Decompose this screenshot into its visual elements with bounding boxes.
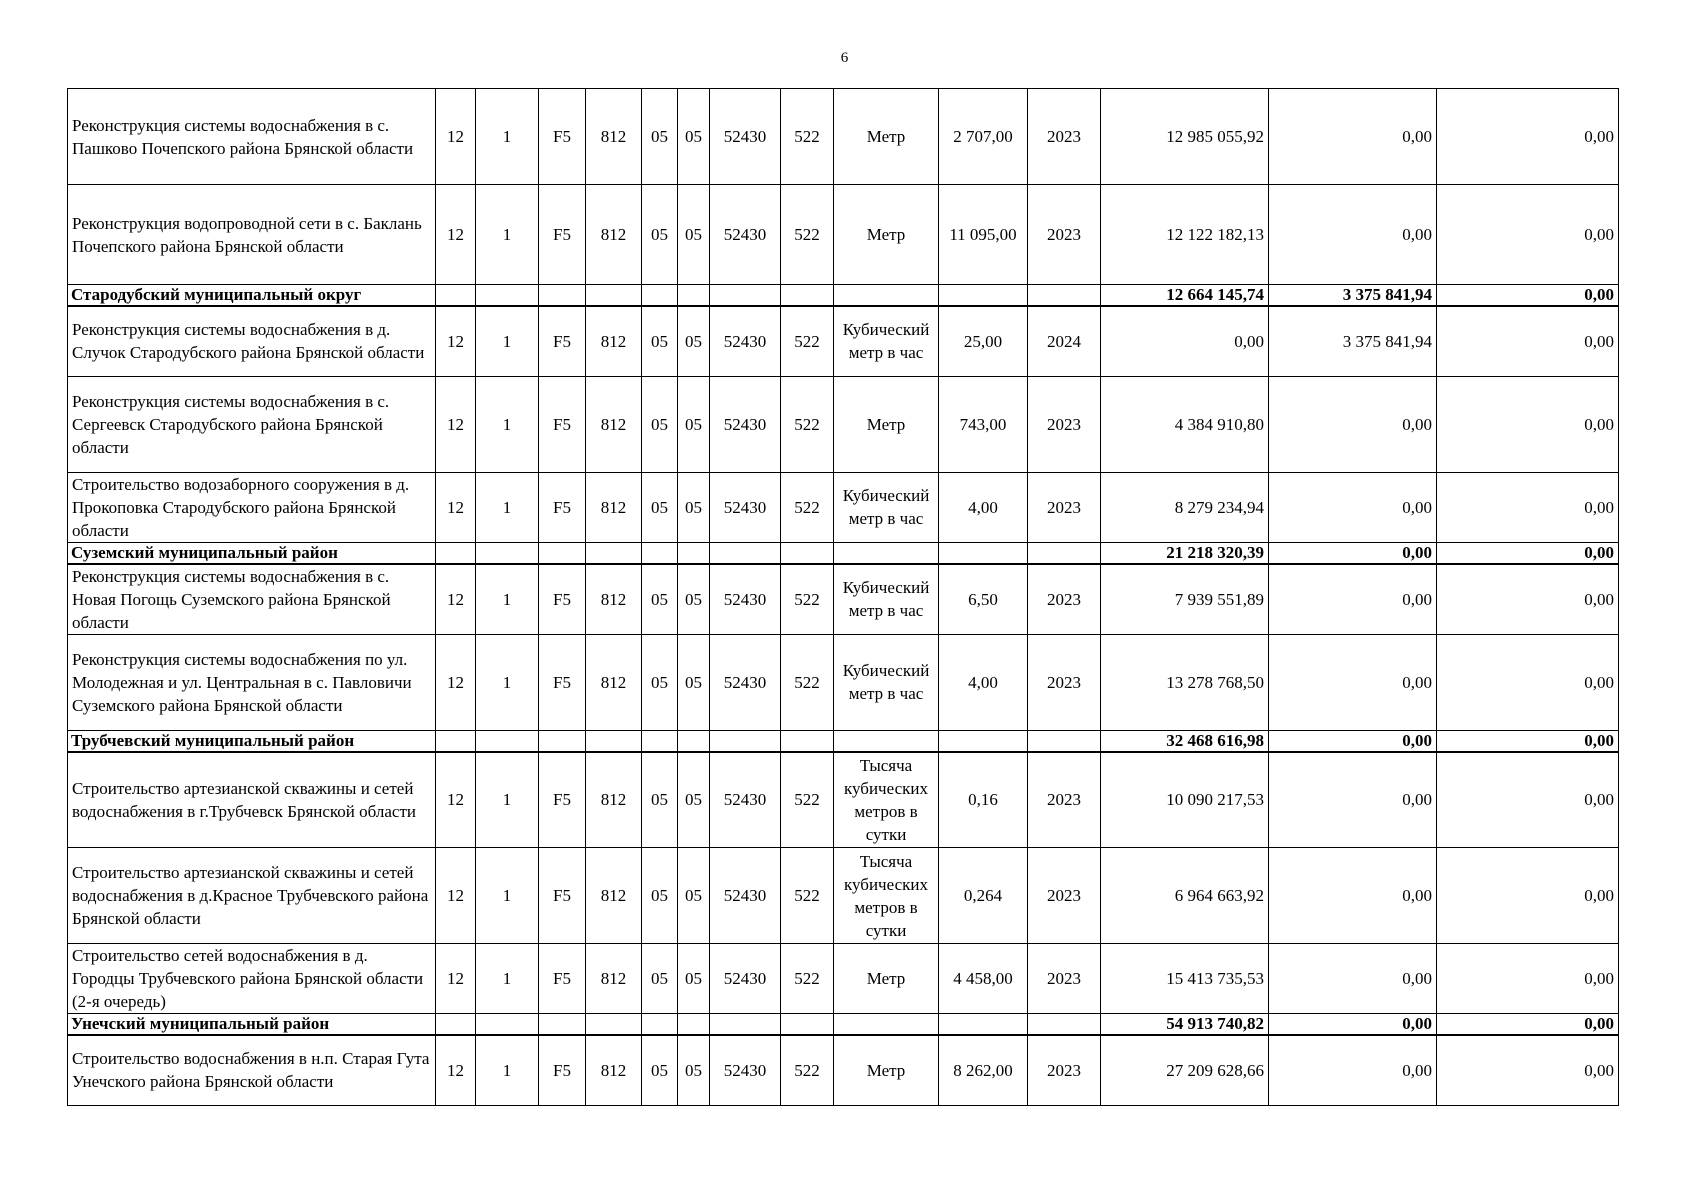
code-cell: 522 [781, 634, 834, 730]
project-name-cell: Реконструкция системы водоснабжения в с. Сергеевск Стародубского района Брянской области [68, 376, 436, 472]
project-name-cell: Строительство водоснабжения в н.п. Старая Гута Унечского района Брянской области [68, 1035, 436, 1105]
code-cell [642, 285, 678, 307]
amount-cell: 12 985 055,92 [1101, 89, 1269, 185]
amount-cell: 0,00 [1269, 89, 1437, 185]
table-row [68, 89, 1619, 185]
unit-cell: Метр [834, 185, 939, 285]
code-cell: 05 [678, 185, 710, 285]
code-cell: 522 [781, 1035, 834, 1105]
capacity-cell: 4 458,00 [939, 944, 1028, 1014]
amount-cell: 12 664 145,74 [1101, 285, 1269, 307]
amount-cell: 7 939 551,89 [1101, 564, 1269, 635]
unit-cell: Кубический метр в час [834, 634, 939, 730]
amount-cell: 0,00 [1269, 752, 1437, 848]
code-cell [476, 285, 539, 307]
code-cell [476, 542, 539, 564]
code-cell: 05 [678, 752, 710, 848]
code-cell: F5 [539, 306, 586, 376]
amount-cell: 0,00 [1269, 634, 1437, 730]
code-cell [436, 1014, 476, 1036]
code-cell: 812 [586, 185, 642, 285]
code-cell: 52430 [710, 848, 781, 944]
table-row [68, 376, 1619, 472]
code-cell [781, 285, 834, 307]
code-cell: F5 [539, 752, 586, 848]
code-cell [781, 542, 834, 564]
amount-cell: 3 375 841,94 [1269, 306, 1437, 376]
amount-cell: 0,00 [1437, 542, 1619, 564]
table-row [68, 634, 1619, 730]
project-name-cell: Строительство сетей водоснабжения в д. Городцы Трубчевского района Брянской области (2-я очередь) [68, 944, 436, 1014]
unit-cell: Тысяча кубических метров в сутки [834, 848, 939, 944]
code-cell: 1 [476, 306, 539, 376]
amount-cell: 0,00 [1437, 89, 1619, 185]
year-cell: 2023 [1028, 848, 1101, 944]
amount-cell: 0,00 [1269, 185, 1437, 285]
amount-cell: 13 278 768,50 [1101, 634, 1269, 730]
capacity-cell [939, 285, 1028, 307]
code-cell: 05 [678, 634, 710, 730]
group-name-cell: Стародубский муниципальный округ [68, 285, 436, 307]
amount-cell: 27 209 628,66 [1101, 1035, 1269, 1105]
code-cell: 12 [436, 564, 476, 635]
code-cell [586, 1014, 642, 1036]
amount-cell: 0,00 [1437, 285, 1619, 307]
code-cell: F5 [539, 1035, 586, 1105]
code-cell [678, 730, 710, 752]
code-cell: 05 [678, 1035, 710, 1105]
group-total-row [68, 285, 1619, 307]
amount-cell: 10 090 217,53 [1101, 752, 1269, 848]
unit-cell [834, 730, 939, 752]
year-cell: 2023 [1028, 634, 1101, 730]
code-cell [586, 730, 642, 752]
code-cell: 12 [436, 185, 476, 285]
project-name-cell: Строительство артезианской скважины и сетей водоснабжения в д.Красное Трубчевского района Брянской области [68, 848, 436, 944]
code-cell: 1 [476, 1035, 539, 1105]
code-cell: 12 [436, 306, 476, 376]
code-cell: 12 [436, 944, 476, 1014]
unit-cell: Метр [834, 376, 939, 472]
code-cell: 1 [476, 89, 539, 185]
code-cell: 05 [642, 564, 678, 635]
capacity-cell: 11 095,00 [939, 185, 1028, 285]
code-cell: 05 [678, 944, 710, 1014]
code-cell [539, 730, 586, 752]
year-cell: 2023 [1028, 472, 1101, 542]
capacity-cell: 6,50 [939, 564, 1028, 635]
amount-cell: 0,00 [1269, 564, 1437, 635]
code-cell: 12 [436, 634, 476, 730]
code-cell: 05 [678, 89, 710, 185]
code-cell [436, 285, 476, 307]
code-cell [539, 542, 586, 564]
amount-cell: 0,00 [1269, 542, 1437, 564]
capacity-cell [939, 730, 1028, 752]
amount-cell: 0,00 [1437, 944, 1619, 1014]
amount-cell: 0,00 [1437, 730, 1619, 752]
code-cell: 52430 [710, 472, 781, 542]
code-cell [678, 285, 710, 307]
code-cell: 05 [642, 634, 678, 730]
amount-cell: 0,00 [1437, 185, 1619, 285]
year-cell: 2023 [1028, 376, 1101, 472]
code-cell: 52430 [710, 634, 781, 730]
amount-cell: 0,00 [1437, 472, 1619, 542]
code-cell [476, 730, 539, 752]
code-cell: 05 [678, 306, 710, 376]
code-cell: F5 [539, 848, 586, 944]
project-name-cell: Реконструкция водопроводной сети в с. Баклань Почепского района Брянской области [68, 185, 436, 285]
amount-cell: 0,00 [1437, 752, 1619, 848]
code-cell: 12 [436, 472, 476, 542]
code-cell: 522 [781, 944, 834, 1014]
table-row [68, 185, 1619, 285]
amount-cell: 0,00 [1269, 472, 1437, 542]
code-cell: 05 [642, 376, 678, 472]
year-cell: 2023 [1028, 752, 1101, 848]
amount-cell: 0,00 [1269, 1035, 1437, 1105]
code-cell: F5 [539, 376, 586, 472]
code-cell: 812 [586, 752, 642, 848]
code-cell [586, 542, 642, 564]
amount-cell: 0,00 [1437, 376, 1619, 472]
amount-cell: 4 384 910,80 [1101, 376, 1269, 472]
code-cell [642, 730, 678, 752]
code-cell: 1 [476, 185, 539, 285]
code-cell: 522 [781, 185, 834, 285]
amount-cell: 0,00 [1269, 1014, 1437, 1036]
code-cell [476, 1014, 539, 1036]
code-cell: 1 [476, 472, 539, 542]
group-name-cell: Унечский муниципальный район [68, 1014, 436, 1036]
year-cell: 2023 [1028, 944, 1101, 1014]
code-cell: 12 [436, 89, 476, 185]
unit-cell [834, 285, 939, 307]
code-cell [436, 730, 476, 752]
unit-cell: Тысяча кубических метров в сутки [834, 752, 939, 848]
amount-cell: 0,00 [1437, 1035, 1619, 1105]
code-cell: 05 [642, 848, 678, 944]
year-cell: 2023 [1028, 185, 1101, 285]
table-row [68, 752, 1619, 848]
project-name-cell: Реконструкция системы водоснабжения в д. Случок Стародубского района Брянской области [68, 306, 436, 376]
code-cell [586, 285, 642, 307]
amount-cell: 0,00 [1437, 848, 1619, 944]
code-cell: F5 [539, 634, 586, 730]
unit-cell: Кубический метр в час [834, 472, 939, 542]
amount-cell: 54 913 740,82 [1101, 1014, 1269, 1036]
code-cell: 522 [781, 306, 834, 376]
year-cell [1028, 285, 1101, 307]
capacity-cell [939, 542, 1028, 564]
code-cell: 1 [476, 564, 539, 635]
year-cell: 2023 [1028, 1035, 1101, 1105]
code-cell [710, 285, 781, 307]
amount-cell: 6 964 663,92 [1101, 848, 1269, 944]
amount-cell: 15 413 735,53 [1101, 944, 1269, 1014]
code-cell: 52430 [710, 752, 781, 848]
code-cell: 522 [781, 472, 834, 542]
unit-cell: Кубический метр в час [834, 564, 939, 635]
code-cell: 05 [642, 752, 678, 848]
capacity-cell: 0,16 [939, 752, 1028, 848]
table-body [68, 89, 1619, 1106]
code-cell: 52430 [710, 944, 781, 1014]
year-cell: 2023 [1028, 89, 1101, 185]
code-cell [539, 1014, 586, 1036]
table-row [68, 848, 1619, 944]
unit-cell: Метр [834, 89, 939, 185]
code-cell: 812 [586, 634, 642, 730]
code-cell: 05 [642, 472, 678, 542]
capacity-cell: 743,00 [939, 376, 1028, 472]
amount-cell: 0,00 [1437, 306, 1619, 376]
project-name-cell: Реконструкция системы водоснабжения по ул. Молодежная и ул. Центральная в с. Павловичи Суземского района Брянской области [68, 634, 436, 730]
code-cell: F5 [539, 472, 586, 542]
code-cell: 12 [436, 848, 476, 944]
code-cell: 812 [586, 564, 642, 635]
code-cell: 05 [678, 376, 710, 472]
project-name-cell: Реконструкция системы водоснабжения в с. Пашково Почепского района Брянской области [68, 89, 436, 185]
budget-table [67, 88, 1619, 1106]
code-cell: 12 [436, 1035, 476, 1105]
code-cell: 522 [781, 376, 834, 472]
code-cell: F5 [539, 564, 586, 635]
code-cell: 52430 [710, 1035, 781, 1105]
year-cell: 2024 [1028, 306, 1101, 376]
code-cell: 1 [476, 634, 539, 730]
code-cell [781, 1014, 834, 1036]
code-cell: 812 [586, 89, 642, 185]
table-row [68, 1035, 1619, 1105]
table-row [68, 472, 1619, 542]
code-cell: 52430 [710, 185, 781, 285]
group-name-cell: Трубчевский муниципальный район [68, 730, 436, 752]
code-cell [710, 542, 781, 564]
code-cell: 812 [586, 1035, 642, 1105]
code-cell: 05 [678, 472, 710, 542]
code-cell [436, 542, 476, 564]
amount-cell: 21 218 320,39 [1101, 542, 1269, 564]
code-cell: 12 [436, 752, 476, 848]
group-total-row [68, 730, 1619, 752]
year-cell [1028, 542, 1101, 564]
code-cell [781, 730, 834, 752]
code-cell: 1 [476, 848, 539, 944]
code-cell: 522 [781, 752, 834, 848]
project-name-cell: Реконструкция системы водоснабжения в с. Новая Погощь Суземского района Брянской области [68, 564, 436, 635]
group-total-row [68, 542, 1619, 564]
capacity-cell: 8 262,00 [939, 1035, 1028, 1105]
amount-cell: 32 468 616,98 [1101, 730, 1269, 752]
code-cell: 522 [781, 89, 834, 185]
code-cell: 522 [781, 564, 834, 635]
code-cell: 812 [586, 472, 642, 542]
unit-cell: Метр [834, 944, 939, 1014]
code-cell: 52430 [710, 376, 781, 472]
amount-cell: 0,00 [1437, 564, 1619, 635]
amount-cell: 0,00 [1269, 848, 1437, 944]
amount-cell: 12 122 182,13 [1101, 185, 1269, 285]
code-cell: 1 [476, 376, 539, 472]
page-number: 6 [840, 50, 849, 66]
amount-cell: 3 375 841,94 [1269, 285, 1437, 307]
capacity-cell: 0,264 [939, 848, 1028, 944]
amount-cell: 0,00 [1437, 1014, 1619, 1036]
unit-cell [834, 542, 939, 564]
code-cell: 1 [476, 944, 539, 1014]
amount-cell: 8 279 234,94 [1101, 472, 1269, 542]
year-cell [1028, 730, 1101, 752]
amount-cell: 0,00 [1269, 730, 1437, 752]
code-cell: 05 [642, 89, 678, 185]
project-name-cell: Строительство артезианской скважины и сетей водоснабжения в г.Трубчевск Брянской области [68, 752, 436, 848]
capacity-cell: 4,00 [939, 472, 1028, 542]
amount-cell: 0,00 [1437, 634, 1619, 730]
code-cell: 05 [642, 185, 678, 285]
code-cell: 52430 [710, 89, 781, 185]
code-cell: 812 [586, 306, 642, 376]
code-cell: 05 [678, 848, 710, 944]
code-cell [642, 542, 678, 564]
table-row [68, 944, 1619, 1014]
code-cell: 05 [642, 1035, 678, 1105]
group-total-row [68, 1014, 1619, 1036]
code-cell [678, 1014, 710, 1036]
project-name-cell: Строительство водозаборного сооружения в д. Прокоповка Стародубского района Брянской области [68, 472, 436, 542]
code-cell: 05 [642, 944, 678, 1014]
amount-cell: 0,00 [1269, 944, 1437, 1014]
amount-cell: 0,00 [1269, 376, 1437, 472]
code-cell [539, 285, 586, 307]
capacity-cell: 2 707,00 [939, 89, 1028, 185]
capacity-cell: 4,00 [939, 634, 1028, 730]
code-cell: 812 [586, 944, 642, 1014]
code-cell: 522 [781, 848, 834, 944]
unit-cell: Метр [834, 1035, 939, 1105]
table-row [68, 564, 1619, 635]
code-cell [642, 1014, 678, 1036]
code-cell [678, 542, 710, 564]
table-row [68, 306, 1619, 376]
code-cell: 05 [642, 306, 678, 376]
code-cell [710, 1014, 781, 1036]
code-cell: 52430 [710, 564, 781, 635]
capacity-cell: 25,00 [939, 306, 1028, 376]
code-cell: 812 [586, 376, 642, 472]
unit-cell [834, 1014, 939, 1036]
amount-cell: 0,00 [1101, 306, 1269, 376]
code-cell: F5 [539, 89, 586, 185]
code-cell: 1 [476, 752, 539, 848]
code-cell: 12 [436, 376, 476, 472]
year-cell [1028, 1014, 1101, 1036]
code-cell: 05 [678, 564, 710, 635]
year-cell: 2023 [1028, 564, 1101, 635]
capacity-cell [939, 1014, 1028, 1036]
code-cell: F5 [539, 185, 586, 285]
group-name-cell: Суземский муниципальный район [68, 542, 436, 564]
code-cell [710, 730, 781, 752]
code-cell: 52430 [710, 306, 781, 376]
unit-cell: Кубический метр в час [834, 306, 939, 376]
code-cell: 812 [586, 848, 642, 944]
code-cell: F5 [539, 944, 586, 1014]
